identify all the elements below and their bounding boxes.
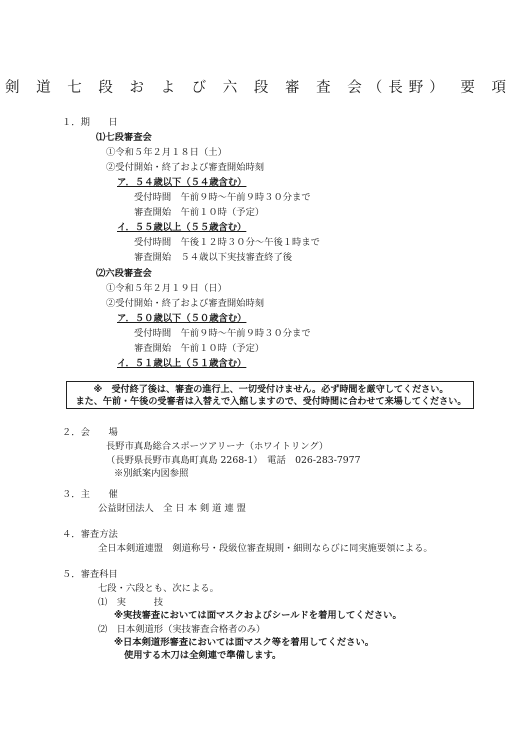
- venue-address: （長野県長野市真島町真島 2268-1） 電話 026-283-7977: [106, 455, 361, 466]
- exam-method-text: 全日本剣道連盟 剣道称号・段級位審査規則・細則ならびに同実施要領による。: [98, 543, 433, 554]
- notice-line-1: ※ 受付終了後は、審査の進行上、一切受付けません。必ず時間を厳守してください。: [93, 385, 449, 395]
- subject-kata: ⑵ 日本剣道形（実技審査合格者のみ）: [98, 624, 266, 635]
- subject-kata-note-2: 使用する木刀は全剣連で準備します。: [124, 650, 282, 661]
- nanadan-times-heading: ②受付開始・終了および審査開始時刻: [106, 162, 265, 173]
- rokudan-times-heading: ②受付開始・終了および審査開始時刻: [106, 298, 265, 309]
- section5-heading: ５．審査科目: [62, 569, 118, 580]
- organizer-name: 公益財団法人 全 日 本 剣 道 連 盟: [98, 503, 246, 514]
- nanadan-group-a-reception: 受付時間 午前９時～午前９時３０分まで: [134, 192, 311, 203]
- rokudan-group-a-exam: 審査開始 午前１０時（予定）: [134, 343, 265, 354]
- nanadan-group-b-label: イ．５５歳以上（５５歳含む）: [117, 222, 247, 233]
- subject-practical: ⑴ 実 技: [98, 597, 164, 608]
- nanadan-group-b-exam: 審査開始 ５４歳以下実技審査終了後: [134, 252, 293, 263]
- section1-heading: １．期 日: [62, 117, 118, 128]
- nanadan-heading: ⑴七段審査会: [96, 132, 152, 143]
- nanadan-group-a-label: ア．５４歳以下（５４歳含む）: [117, 177, 247, 188]
- nanadan-group-b-reception: 受付時間 午後１２時３０分～午後１時まで: [134, 237, 320, 248]
- rokudan-group-b-label: イ．５１歳以上（５１歳含む）: [117, 358, 247, 369]
- section2-heading: ２．会 場: [62, 427, 118, 438]
- section4-heading: ４．審査方法: [62, 529, 118, 540]
- rokudan-group-a-reception: 受付時間 午前９時～午前９時３０分まで: [134, 328, 311, 339]
- rokudan-group-a-label: ア．５０歳以下（５０歳含む）: [117, 313, 247, 324]
- venue-map-note: ※別紙案内図参照: [114, 468, 189, 479]
- section3-heading: ３．主 催: [62, 489, 118, 500]
- notice-box: [66, 381, 474, 409]
- rokudan-date: ①令和５年２月１９日（日）: [106, 283, 227, 294]
- subject-practical-note: ※実技審査においては面マスクおよびシールドを着用してください。: [114, 610, 402, 621]
- venue-name: 長野市真島総合スポーツアリーナ（ホワイトリング）: [106, 441, 329, 452]
- document-title: 剣 道 七 段 お よ び 六 段 審 査 会（長野） 要 項: [5, 80, 512, 96]
- exam-subjects-intro: 七段・六段とも、次による。: [98, 583, 219, 594]
- nanadan-date: ①令和５年２月１８日（土）: [106, 147, 227, 158]
- nanadan-group-a-exam: 審査開始 午前１０時（予定）: [134, 207, 265, 218]
- notice-line-2: また、午前・午後の受審者は入替えで入館しますので、受付時間に合わせて来場してください。: [75, 397, 467, 407]
- rokudan-heading: ⑵六段審査会: [96, 268, 152, 279]
- subject-kata-note-1: ※日本剣道形審査においては面マスク等を着用してください。: [114, 637, 375, 648]
